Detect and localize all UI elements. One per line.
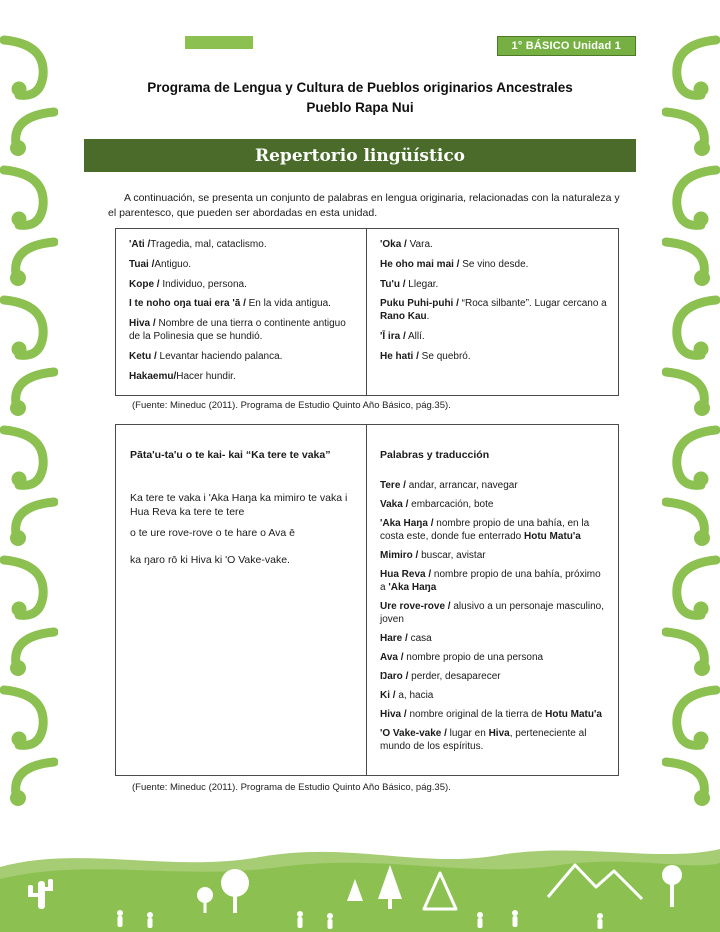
section-banner xyxy=(84,139,636,172)
translation-column xyxy=(367,425,618,775)
vocabulary-table xyxy=(115,228,619,396)
document-header xyxy=(58,78,662,119)
unit-badge: 1° BÁSICO Unidad 1 xyxy=(497,36,636,56)
vocab-entry: He hati / Se quebró. xyxy=(380,350,471,362)
vocab-entry: Tu'u / Llegar. xyxy=(380,278,439,290)
vocab-entry: Ketu / Levantar haciendo palanca. xyxy=(129,350,283,362)
source-citation: (Fuente: Mineduc (2011). Programa de Estudio Quinto Año Básico, pág.35). xyxy=(132,400,451,411)
translation-entry: Hare / casa xyxy=(380,632,432,644)
vocab-entry: 'Oka / Vara. xyxy=(380,239,433,250)
translation-entry: 'Aka Haŋa / nombre propio de una bahía, en la costa este, donde fue enterrado Hotu Matu'a xyxy=(380,517,590,542)
translation-title: Palabras y traducción xyxy=(380,449,490,461)
translation-entry: Hiva / nombre original de la tierra de Hotu Matu'a xyxy=(380,708,602,720)
chant-line: ka ŋaro rō ki Hiva ki 'O Vake-vake. xyxy=(130,553,290,566)
source-citation: (Fuente: Mineduc (2011). Programa de Estudio Quinto Año Básico, pág.35). xyxy=(132,782,451,793)
vocab-entry: 'Ati /Tragedia, mal, cataclismo. xyxy=(129,239,267,250)
translation-entry: Ŋaro / perder, desaparecer xyxy=(380,670,501,682)
translation-entry: Mimiro / buscar, avistar xyxy=(380,549,486,561)
vocab-entry: Puku Puhi-puhi / “Roca silbante”. Lugar cercano a Rano Kau. xyxy=(380,298,607,323)
translation-entry: Ure rove-rove / alusivo a un personaje masculino, joven xyxy=(380,600,605,625)
translation-entry: Vaka / embarcación, bote xyxy=(380,498,494,510)
vocab-entry: Kope / Individuo, persona. xyxy=(129,278,247,290)
vocab-entry: I te noho oŋa tuai era 'ā / En la vida antigua. xyxy=(129,298,331,310)
translation-entry: Ki / a, hacia xyxy=(380,689,434,701)
bottom-landscape-decoration xyxy=(0,817,720,932)
right-ornament-border xyxy=(662,32,720,812)
vocab-entry: He oho mai mai / Se vino desde. xyxy=(380,258,529,270)
chant-line: o te ure rove-rove o te hare o Ava ē xyxy=(130,527,295,540)
vocab-entry: Hiva / Nombre de una tierra o continente antiguo de la Polinesia que se hundió. xyxy=(129,318,346,342)
vocabulary-column-right xyxy=(367,229,618,395)
chant-line: Ka tere te vaka i 'Aka Haŋa ka mimiro te vaka i Hua Reva ka tere te tere xyxy=(130,491,348,519)
top-decoration-bar xyxy=(185,36,253,49)
vocab-entry: 'Ī ira / Allí. xyxy=(380,330,425,342)
chant-column xyxy=(116,425,367,775)
section-title: Repertorio lingüístico xyxy=(254,145,466,166)
vocab-entry: Hakaemu/Hacer hundir. xyxy=(129,370,236,382)
translation-entry: 'O Vake-vake / lugar en Hiva, perteneciente al mundo de los espíritus. xyxy=(380,727,587,752)
intro-paragraph: A continuación, se presenta un conjunto de palabras en lengua originaria, relacionadas con la naturaleza y el parentesco, que pueden ser abordadas en esta unidad. xyxy=(108,192,620,220)
translation-entry: Hua Reva / nombre propio de una bahía, próximo a 'Aka Haŋa xyxy=(380,568,601,593)
chant-table xyxy=(115,424,619,776)
translation-entry: Ava / nombre propio de una persona xyxy=(380,651,544,663)
program-title: Programa de Lengua y Cultura de Pueblos originarios Ancestrales xyxy=(147,80,573,95)
left-ornament-border xyxy=(0,32,58,812)
people-title: Pueblo Rapa Nui xyxy=(306,100,414,116)
chant-title: Pāta'u-ta'u o te kai- kai “Ka tere te vaka” xyxy=(130,449,331,461)
vocabulary-column-left xyxy=(116,229,367,395)
translation-entry: Tere / andar, arrancar, navegar xyxy=(380,479,518,491)
vocab-entry: Tuai /Antiguo. xyxy=(129,258,192,270)
